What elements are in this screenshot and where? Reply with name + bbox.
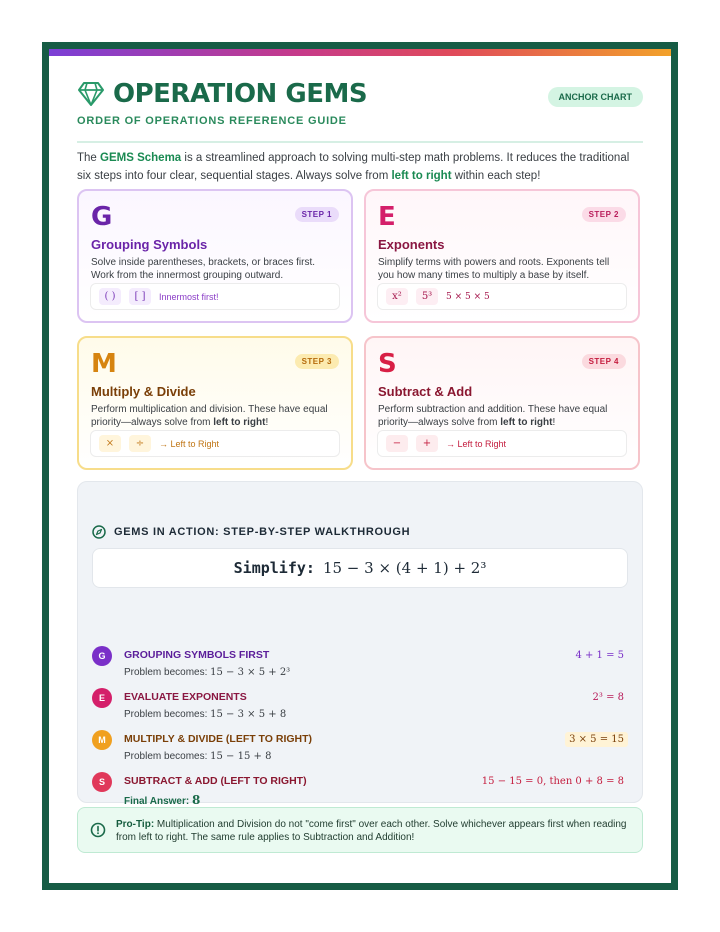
desc-part: Perform subtraction and addition. These have equal priority—always solve from — [378, 404, 608, 428]
rainbow-bar — [49, 49, 671, 56]
walkthrough-panel — [77, 481, 643, 807]
card-letter: S — [378, 349, 397, 379]
step-title: MULTIPLY & DIVIDE (LEFT TO RIGHT) — [124, 733, 313, 745]
example-note: 5 × 5 × 5 — [446, 291, 490, 302]
card-title: Multiply & Divide — [91, 384, 196, 399]
card-description — [378, 403, 626, 429]
desc-part: ! — [265, 417, 269, 428]
card-letter: G — [91, 202, 113, 232]
card-multiply-divide — [77, 336, 353, 470]
x-squared-chip: x² — [386, 288, 408, 305]
card-grouping — [77, 189, 353, 323]
card-subtract-add — [364, 336, 640, 470]
header — [77, 79, 643, 143]
simplify-label: Simplify: — [233, 559, 315, 577]
pro-tip-box — [77, 807, 643, 853]
step-detail — [124, 709, 286, 720]
step-result: 3 × 5 = 15 — [565, 732, 628, 747]
step-dot: S — [92, 772, 112, 792]
anchor-chart-badge: ANCHOR CHART — [548, 87, 644, 107]
plus-chip: + — [416, 435, 438, 452]
step-result: 2³ = 8 — [592, 692, 624, 703]
walkthrough-title: GEMS IN ACTION: STEP-BY-STEP WALKTHROUGH — [114, 526, 411, 538]
multiply-chip: × — [99, 435, 121, 452]
walkthrough-step-m — [92, 728, 628, 768]
intro-text-1: The — [77, 152, 101, 164]
step-badge: STEP 3 — [295, 354, 339, 369]
simplify-box — [92, 548, 628, 588]
card-title: Subtract & Add — [378, 384, 473, 399]
step-prefix: Problem becomes: — [124, 709, 211, 720]
card-title: Exponents — [378, 237, 445, 252]
step-badge: STEP 4 — [582, 354, 626, 369]
anchor-chart-frame — [42, 42, 678, 890]
gem-icon — [77, 81, 105, 107]
step-title: GROUPING SYMBOLS FIRST — [124, 649, 270, 661]
card-example — [90, 430, 340, 457]
compass-icon — [92, 525, 106, 539]
card-title: Grouping Symbols — [91, 237, 208, 252]
intro-paragraph — [77, 149, 643, 185]
step-result: 4 + 1 = 5 — [575, 650, 624, 661]
simplify-expression: 15 − 3 × (4 + 1) + 2³ — [322, 559, 487, 577]
brackets-chip: [ ] — [129, 288, 151, 305]
pro-tip-text: Multiplication and Division do not "come first" over each other. Solve whichever appears first when reading from left to right. The same rule applies to Subtraction and Addition! — [116, 819, 627, 843]
desc-bold: left to right — [213, 417, 266, 428]
final-answer-value: 8 — [191, 793, 201, 807]
step-title: EVALUATE EXPONENTS — [124, 691, 247, 703]
step-math: 15 − 15 + 8 — [210, 751, 272, 762]
card-description — [91, 403, 339, 429]
walkthrough-step-e — [92, 686, 628, 726]
card-exponents — [364, 189, 640, 323]
walkthrough-heading — [92, 525, 410, 539]
step-badge: STEP 1 — [295, 207, 339, 222]
intro-text-2: is a streamlined approach to solving multi-step math problems. It reduces the traditional six steps into four clear, sequential stages. Always solve from — [77, 152, 630, 182]
desc-bold: left to right — [500, 417, 553, 428]
step-dot: E — [92, 688, 112, 708]
desc-part: Perform multiplication and division. These have equal priority—always solve from — [91, 404, 328, 428]
final-answer-label: Final Answer: — [124, 796, 192, 807]
step-prefix: Problem becomes: — [124, 751, 211, 762]
card-description: Solve inside parentheses, brackets, or braces first. Work from the innermost grouping outward. — [91, 257, 315, 281]
card-letter: M — [91, 349, 117, 379]
desc-part: ! — [552, 417, 556, 428]
page-subtitle: ORDER OF OPERATIONS REFERENCE GUIDE — [77, 115, 347, 127]
step-badge: STEP 2 — [582, 207, 626, 222]
page-title: OPERATION GEMS — [113, 79, 368, 109]
step-prefix: Problem becomes: — [124, 667, 211, 678]
intro-text-3: within each step! — [451, 170, 541, 182]
divide-chip: ÷ — [129, 435, 151, 452]
intro-gems-schema: GEMS Schema — [100, 152, 182, 164]
step-title: SUBTRACT & ADD (LEFT TO RIGHT) — [124, 775, 307, 787]
step-detail — [124, 667, 290, 678]
step-result: 15 − 15 = 0, then 0 + 8 = 8 — [481, 776, 624, 787]
parentheses-chip: ( ) — [99, 288, 121, 305]
step-dot: G — [92, 646, 112, 666]
card-example — [377, 283, 627, 310]
five-cubed-chip: 5³ — [416, 288, 438, 305]
card-example — [90, 283, 340, 310]
intro-left-to-right: left to right — [391, 170, 452, 182]
step-detail — [124, 751, 271, 762]
final-answer — [124, 793, 200, 807]
walkthrough-step-g — [92, 644, 628, 684]
pro-tip-label: Pro-Tip: — [116, 819, 155, 830]
step-math: 15 − 3 × 5 + 8 — [210, 709, 287, 720]
card-example — [377, 430, 627, 457]
minus-chip: − — [386, 435, 408, 452]
info-alert-icon — [90, 822, 106, 838]
card-letter: E — [378, 202, 396, 232]
step-dot: M — [92, 730, 112, 750]
card-description: Simplify terms with powers and roots. Exponents tell you how many times to multiply a base by itself. — [378, 257, 610, 281]
walkthrough-step-s — [92, 770, 628, 810]
step-math: 15 − 3 × 5 + 2³ — [210, 667, 291, 678]
example-note: → Left to Right — [446, 438, 507, 449]
example-note: → Left to Right — [159, 438, 220, 449]
example-note: Innermost first! — [159, 291, 219, 302]
